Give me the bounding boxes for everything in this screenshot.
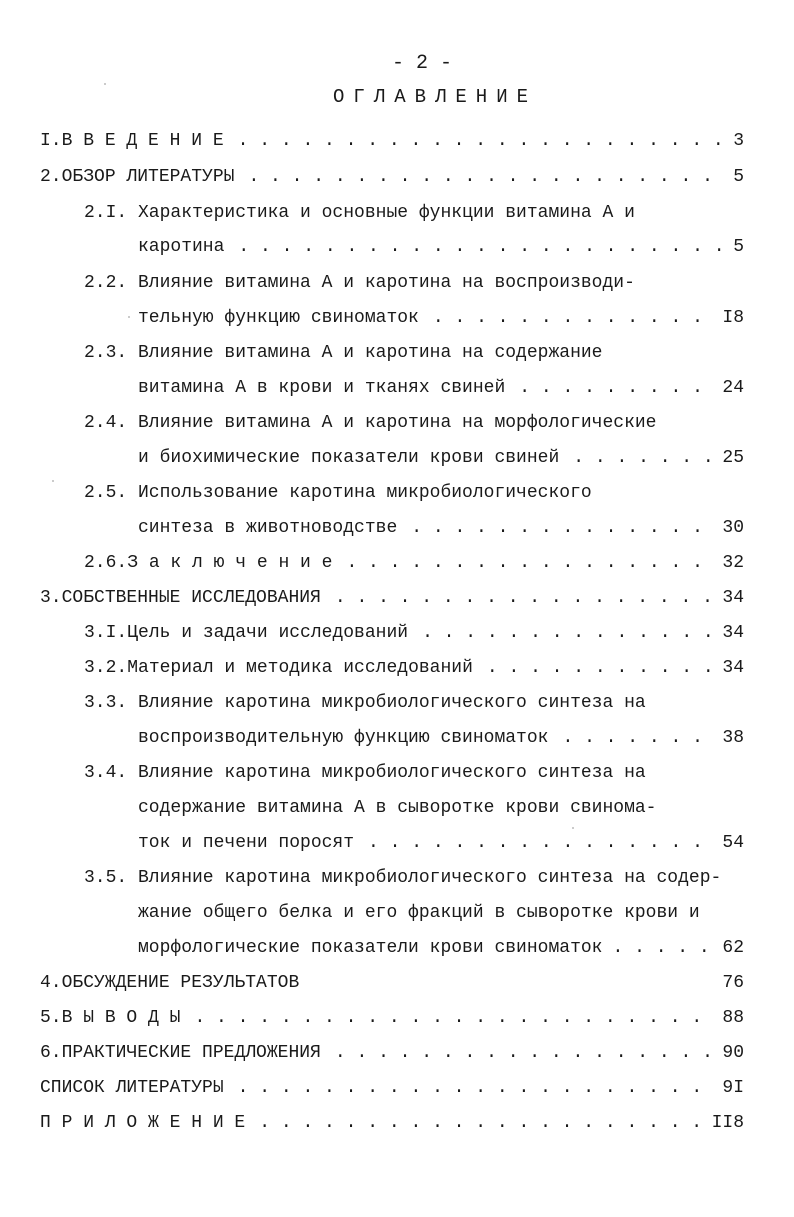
toc-entry-number: 2.5. bbox=[84, 483, 128, 503]
dot-leader bbox=[238, 1075, 713, 1101]
toc-entry-3-4-line2[interactable] bbox=[138, 795, 656, 821]
toc-entry-title: Влияние витамина А и каротина на содержание bbox=[138, 343, 603, 363]
toc-entry-title-continued: жание общего белка и его фракций в сыворотке крови и bbox=[138, 903, 700, 923]
toc-entry-title-continued: морфологические показатели крови свиноматок bbox=[138, 938, 603, 958]
dot-leader bbox=[487, 655, 713, 681]
toc-entry-number: 3.I. bbox=[84, 623, 128, 643]
toc-entry-number: 3.3. bbox=[84, 693, 128, 713]
toc-entry-page: 90 bbox=[722, 1043, 744, 1063]
toc-entry-3-4-line3[interactable] bbox=[138, 830, 744, 856]
toc-entry-page: 32 bbox=[722, 553, 744, 573]
toc-entry-page: 5 bbox=[733, 167, 744, 187]
toc-entry-2-4-line1[interactable] bbox=[84, 410, 656, 436]
toc-entry-page: 54 bbox=[722, 833, 744, 853]
toc-entry-title: Использование каротина микробиологического bbox=[138, 483, 592, 503]
toc-entry-title: З а к л ю ч е н и е bbox=[127, 553, 333, 573]
toc-entry-number: 2.3. bbox=[84, 343, 128, 363]
toc-title: ОГЛАВЛЕНИЕ bbox=[332, 86, 538, 108]
dot-leader bbox=[335, 585, 713, 611]
toc-entry-page: 34 bbox=[722, 623, 744, 643]
toc-entry-2-3-line2[interactable] bbox=[138, 375, 744, 401]
toc-entry-2-5-line1[interactable] bbox=[84, 480, 592, 506]
toc-entry-number: 2. bbox=[40, 167, 62, 187]
toc-entry-2-1-line1[interactable] bbox=[84, 200, 635, 226]
toc-entry-3-3-line1[interactable] bbox=[84, 690, 646, 716]
toc-entry-title: СОБСТВЕННЫЕ ИССЛЕДОВАНИЯ bbox=[61, 588, 321, 608]
toc-entry-title-continued: ток и печени поросят bbox=[138, 833, 355, 853]
scan-speck bbox=[52, 480, 54, 482]
toc-entry-page: 25 bbox=[722, 448, 744, 468]
toc-entry-3-4-line1[interactable] bbox=[84, 760, 646, 786]
toc-entry-number: 6. bbox=[40, 1043, 62, 1063]
toc-entry-number: 5. bbox=[40, 1008, 62, 1028]
toc-entry-3-3-line2[interactable] bbox=[138, 725, 744, 751]
toc-entry-title: В Ы В О Д Ы bbox=[61, 1008, 181, 1028]
toc-entry-page: 30 bbox=[722, 518, 744, 538]
toc-entry-title-continued: каротина bbox=[138, 237, 225, 257]
toc-entry-title-continued: витамина А в крови и тканях свиней bbox=[138, 378, 506, 398]
dot-leader bbox=[612, 935, 712, 961]
toc-entry-title: ПРАКТИЧЕСКИЕ ПРЕДЛОЖЕНИЯ bbox=[61, 1043, 321, 1063]
toc-entry-title: ОБСУЖДЕНИЕ РЕЗУЛЬТАТОВ bbox=[61, 973, 300, 993]
toc-entry-title-continued: воспроизводительную функцию свиноматок bbox=[138, 728, 549, 748]
toc-entry-number: 4. bbox=[40, 973, 62, 993]
toc-entry-page: 38 bbox=[722, 728, 744, 748]
toc-entry-2-4-line2[interactable] bbox=[138, 445, 744, 471]
toc-entry-introduction[interactable] bbox=[40, 128, 744, 154]
scan-speck bbox=[572, 827, 574, 829]
toc-entry-title-continued: тельную функцию свиноматок bbox=[138, 308, 419, 328]
dot-leader bbox=[422, 620, 712, 646]
toc-entry-number: 2.4. bbox=[84, 413, 128, 433]
toc-entry-title: Цель и задачи исследований bbox=[127, 623, 409, 643]
toc-entry-number: 2.6. bbox=[84, 553, 128, 573]
toc-entry-3-1[interactable] bbox=[84, 620, 744, 646]
dot-leader bbox=[346, 550, 712, 576]
toc-entry-page: II8 bbox=[711, 1113, 744, 1133]
toc-entry-title: Влияние витамина А и каротина на морфологические bbox=[138, 413, 657, 433]
toc-entry-2-3-line1[interactable] bbox=[84, 340, 602, 366]
scan-speck bbox=[104, 83, 106, 85]
toc-entry-conclusions[interactable] bbox=[40, 1005, 744, 1031]
dot-leader bbox=[519, 375, 712, 401]
toc-entry-title: Влияние каротина микробиологического синтеза на содер- bbox=[138, 868, 722, 888]
toc-entry-page: 76 bbox=[722, 973, 744, 993]
toc-entry-number: 2.2. bbox=[84, 273, 128, 293]
toc-entry-own-research[interactable] bbox=[40, 585, 744, 611]
dot-leader bbox=[259, 1110, 701, 1136]
dot-leader bbox=[194, 1005, 712, 1031]
toc-entry-page: 3 bbox=[733, 131, 744, 151]
toc-entry-page: 62 bbox=[722, 938, 744, 958]
toc-entry-page: 9I bbox=[722, 1078, 744, 1098]
toc-entry-title: Влияние каротина микробиологического синтеза на bbox=[138, 763, 646, 783]
toc-entry-title: Влияние витамина А и каротина на воспроизводи- bbox=[138, 273, 635, 293]
toc-entry-page: 5 bbox=[733, 237, 744, 257]
toc-entry-2-2-line1[interactable] bbox=[84, 270, 635, 296]
toc-entry-title-continued: содержание витамина А в сыворотке крови свинома- bbox=[138, 798, 657, 818]
toc-entry-page: I8 bbox=[722, 308, 744, 328]
toc-entry-3-5-line2[interactable] bbox=[138, 900, 700, 926]
dot-leader bbox=[238, 128, 724, 154]
toc-entry-3-5-line3[interactable] bbox=[138, 935, 744, 961]
toc-entry-practical-proposals[interactable] bbox=[40, 1040, 744, 1066]
toc-entry-title: Материал и методика исследований bbox=[127, 658, 473, 678]
toc-entry-title-continued: синтеза в животноводстве bbox=[138, 518, 398, 538]
toc-entry-2-6[interactable] bbox=[84, 550, 744, 576]
toc-entry-number: I. bbox=[40, 131, 62, 151]
toc-entry-2-1-line2[interactable] bbox=[138, 234, 744, 260]
dot-leader bbox=[368, 830, 712, 856]
toc-entry-references[interactable] bbox=[40, 1075, 744, 1101]
toc-entry-3-5-line1[interactable] bbox=[84, 865, 721, 891]
toc-entry-literature-review[interactable] bbox=[40, 164, 744, 190]
toc-entry-page: 88 bbox=[722, 1008, 744, 1028]
toc-entry-title: ОБЗОР ЛИТЕРАТУРЫ bbox=[61, 167, 235, 187]
toc-entry-page: 34 bbox=[722, 658, 744, 678]
dot-leader bbox=[411, 515, 712, 541]
dot-leader bbox=[238, 234, 723, 260]
toc-entry-title: Характеристика и основные функции витамина А и bbox=[138, 203, 635, 223]
toc-entry-2-2-line2[interactable] bbox=[138, 305, 744, 331]
page-number: - 2 - bbox=[391, 52, 452, 75]
dot-leader bbox=[335, 1040, 713, 1066]
toc-entry-number: 2.I. bbox=[84, 203, 128, 223]
toc-entry-title: Влияние каротина микробиологического синтеза на bbox=[138, 693, 646, 713]
toc-entry-title: П Р И Л О Ж Е Н И Е bbox=[40, 1113, 246, 1133]
toc-entry-title-continued: и биохимические показатели крови свиней bbox=[138, 448, 560, 468]
dot-leader bbox=[248, 164, 723, 190]
toc-entry-appendix[interactable] bbox=[40, 1110, 744, 1136]
toc-entry-number: 3. bbox=[40, 588, 62, 608]
toc-entry-number: 3.2. bbox=[84, 658, 128, 678]
toc-entry-discussion[interactable] bbox=[40, 970, 744, 996]
dot-leader bbox=[573, 445, 712, 471]
toc-entry-title: СПИСОК ЛИТЕРАТУРЫ bbox=[40, 1078, 224, 1098]
toc-entry-number: 3.5. bbox=[84, 868, 128, 888]
dot-leader bbox=[433, 305, 713, 331]
toc-entry-number: 3.4. bbox=[84, 763, 128, 783]
toc-entry-title: В В Е Д Е Н И Е bbox=[61, 131, 224, 151]
toc-entry-page: 34 bbox=[722, 588, 744, 608]
dot-leader bbox=[562, 725, 712, 751]
scan-speck bbox=[128, 316, 130, 318]
toc-entry-2-5-line2[interactable] bbox=[138, 515, 744, 541]
toc-entry-3-2[interactable] bbox=[84, 655, 744, 681]
toc-entry-page: 24 bbox=[722, 378, 744, 398]
